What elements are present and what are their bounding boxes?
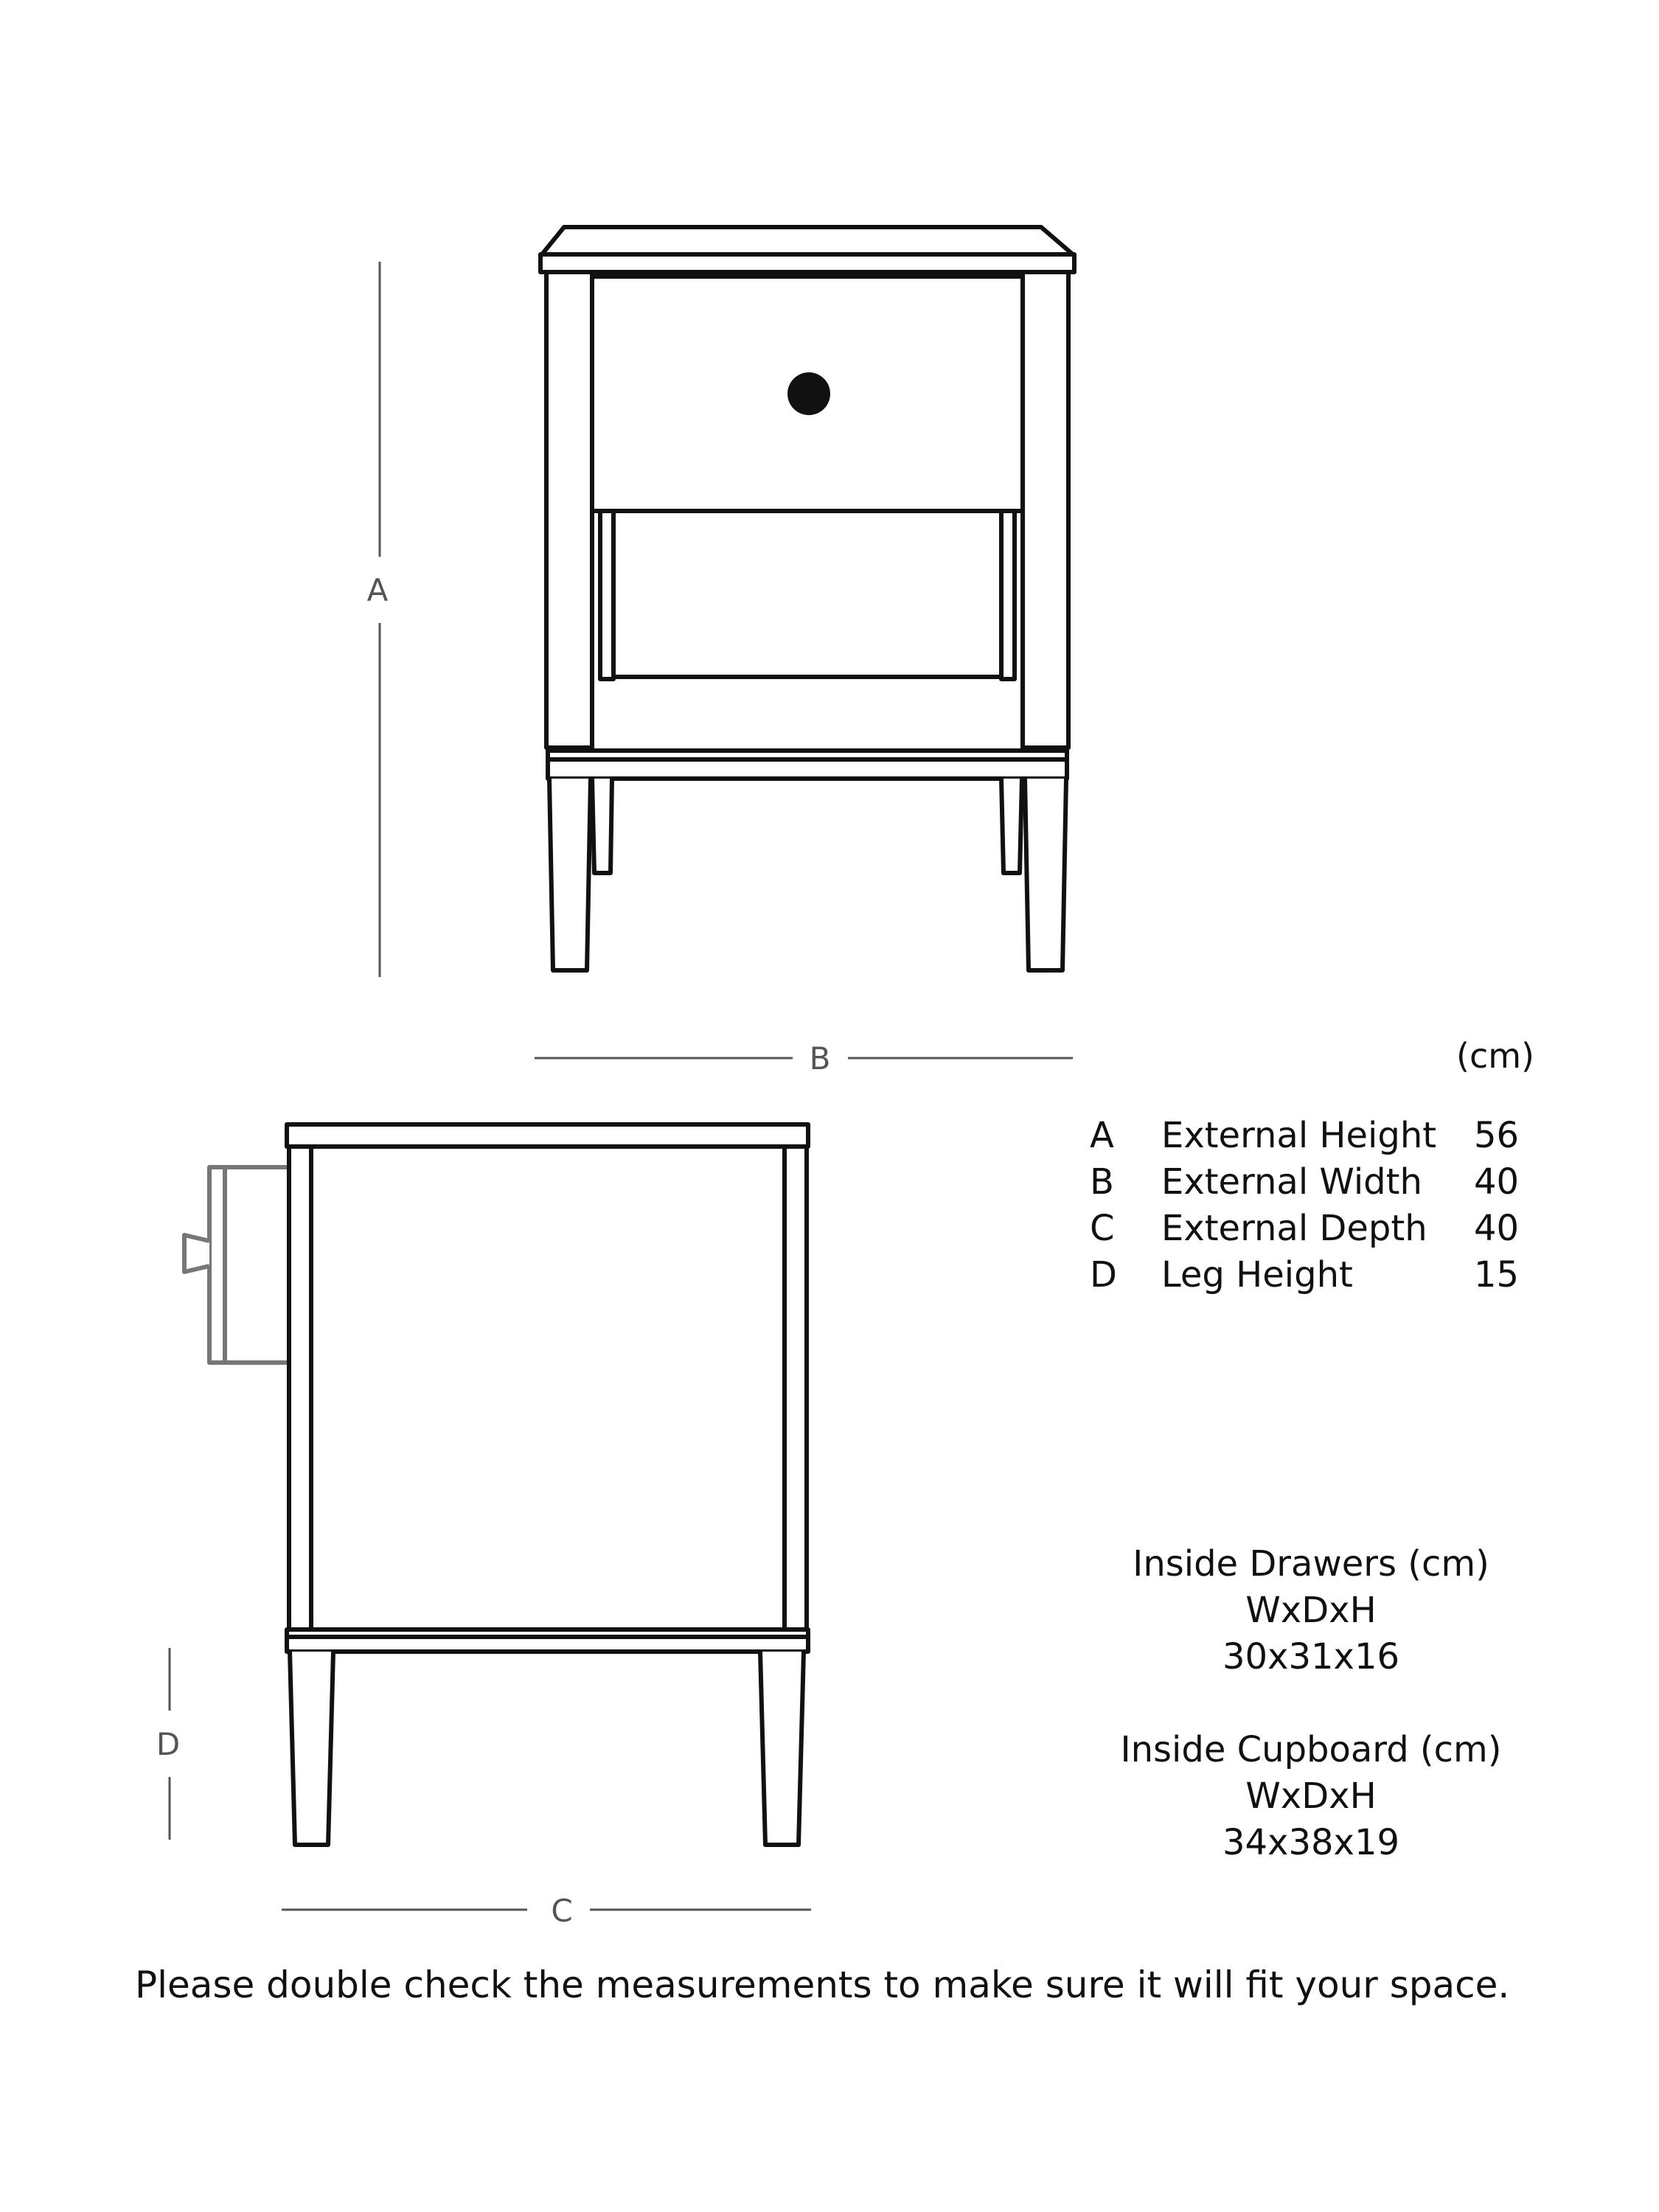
dim-a-label: A <box>366 572 389 608</box>
inside-cupboard-format: WxDxH <box>1245 1775 1377 1817</box>
side-front-leg <box>290 1652 333 1845</box>
side-back-leg <box>760 1652 804 1845</box>
side-knob-icon <box>184 1235 209 1272</box>
side-front-post <box>289 1147 311 1630</box>
front-rear-right-leg <box>1001 779 1022 873</box>
front-inner-left-post <box>600 511 613 679</box>
front-right-post <box>1023 272 1068 748</box>
side-drawer-front <box>209 1167 287 1363</box>
inside-cupboard-title: Inside Cupboard (cm) <box>1120 1729 1502 1770</box>
front-right-leg <box>1025 779 1066 970</box>
inside-drawers-value: 30x31x16 <box>1222 1636 1400 1677</box>
side-top-panel <box>287 1124 808 1147</box>
dimension-row <box>1090 1158 1526 1205</box>
front-left-post <box>546 272 592 748</box>
inside-cupboard-block <box>1016 1727 1606 1866</box>
dimension-row <box>1090 1251 1526 1298</box>
dimension-row <box>1090 1112 1526 1158</box>
dimension-letter: D <box>1090 1253 1117 1295</box>
dimension-value: 40 <box>1474 1161 1520 1203</box>
front-top-edge <box>540 254 1074 272</box>
inside-drawers-format: WxDxH <box>1245 1590 1377 1631</box>
dim-c-label: C <box>551 1893 573 1929</box>
dimension-label: External Depth <box>1161 1207 1427 1249</box>
side-view <box>184 1124 808 1845</box>
front-left-leg <box>549 779 591 970</box>
front-view <box>540 227 1074 970</box>
dim-d-label: D <box>156 1726 181 1762</box>
dimensions-table <box>1090 1112 1526 1298</box>
front-top-panel <box>542 227 1073 254</box>
dimension-letter: C <box>1090 1207 1115 1249</box>
side-back-post <box>785 1147 807 1630</box>
dimension-row <box>1090 1205 1526 1251</box>
dimension-value: 15 <box>1474 1253 1520 1295</box>
dimension-letter: B <box>1090 1161 1114 1203</box>
footer-note: Please double check the measurements to make sure it will fit your space. <box>135 1964 1510 2006</box>
front-rear-left-leg <box>592 779 612 873</box>
inside-drawers-title: Inside Drawers (cm) <box>1133 1543 1489 1585</box>
front-inner-right-post <box>1001 511 1015 679</box>
side-bottom-shelf <box>287 1630 808 1652</box>
front-bottom-shelf <box>548 751 1067 779</box>
dim-b-label: B <box>809 1040 831 1077</box>
dimension-label: External Height <box>1161 1114 1437 1156</box>
dimension-label: External Width <box>1161 1161 1422 1203</box>
dimensions-unit: (cm) <box>1456 1036 1534 1076</box>
dimension-value: 40 <box>1474 1207 1520 1249</box>
dimension-label: Leg Height <box>1161 1253 1353 1295</box>
inside-drawers-block <box>1016 1541 1606 1680</box>
dimensions-table-body <box>1090 1112 1526 1298</box>
dimension-letter: A <box>1090 1114 1114 1156</box>
inside-cupboard-value: 34x38x19 <box>1222 1822 1400 1863</box>
knob-icon <box>787 372 830 415</box>
dimension-value: 56 <box>1474 1114 1520 1156</box>
